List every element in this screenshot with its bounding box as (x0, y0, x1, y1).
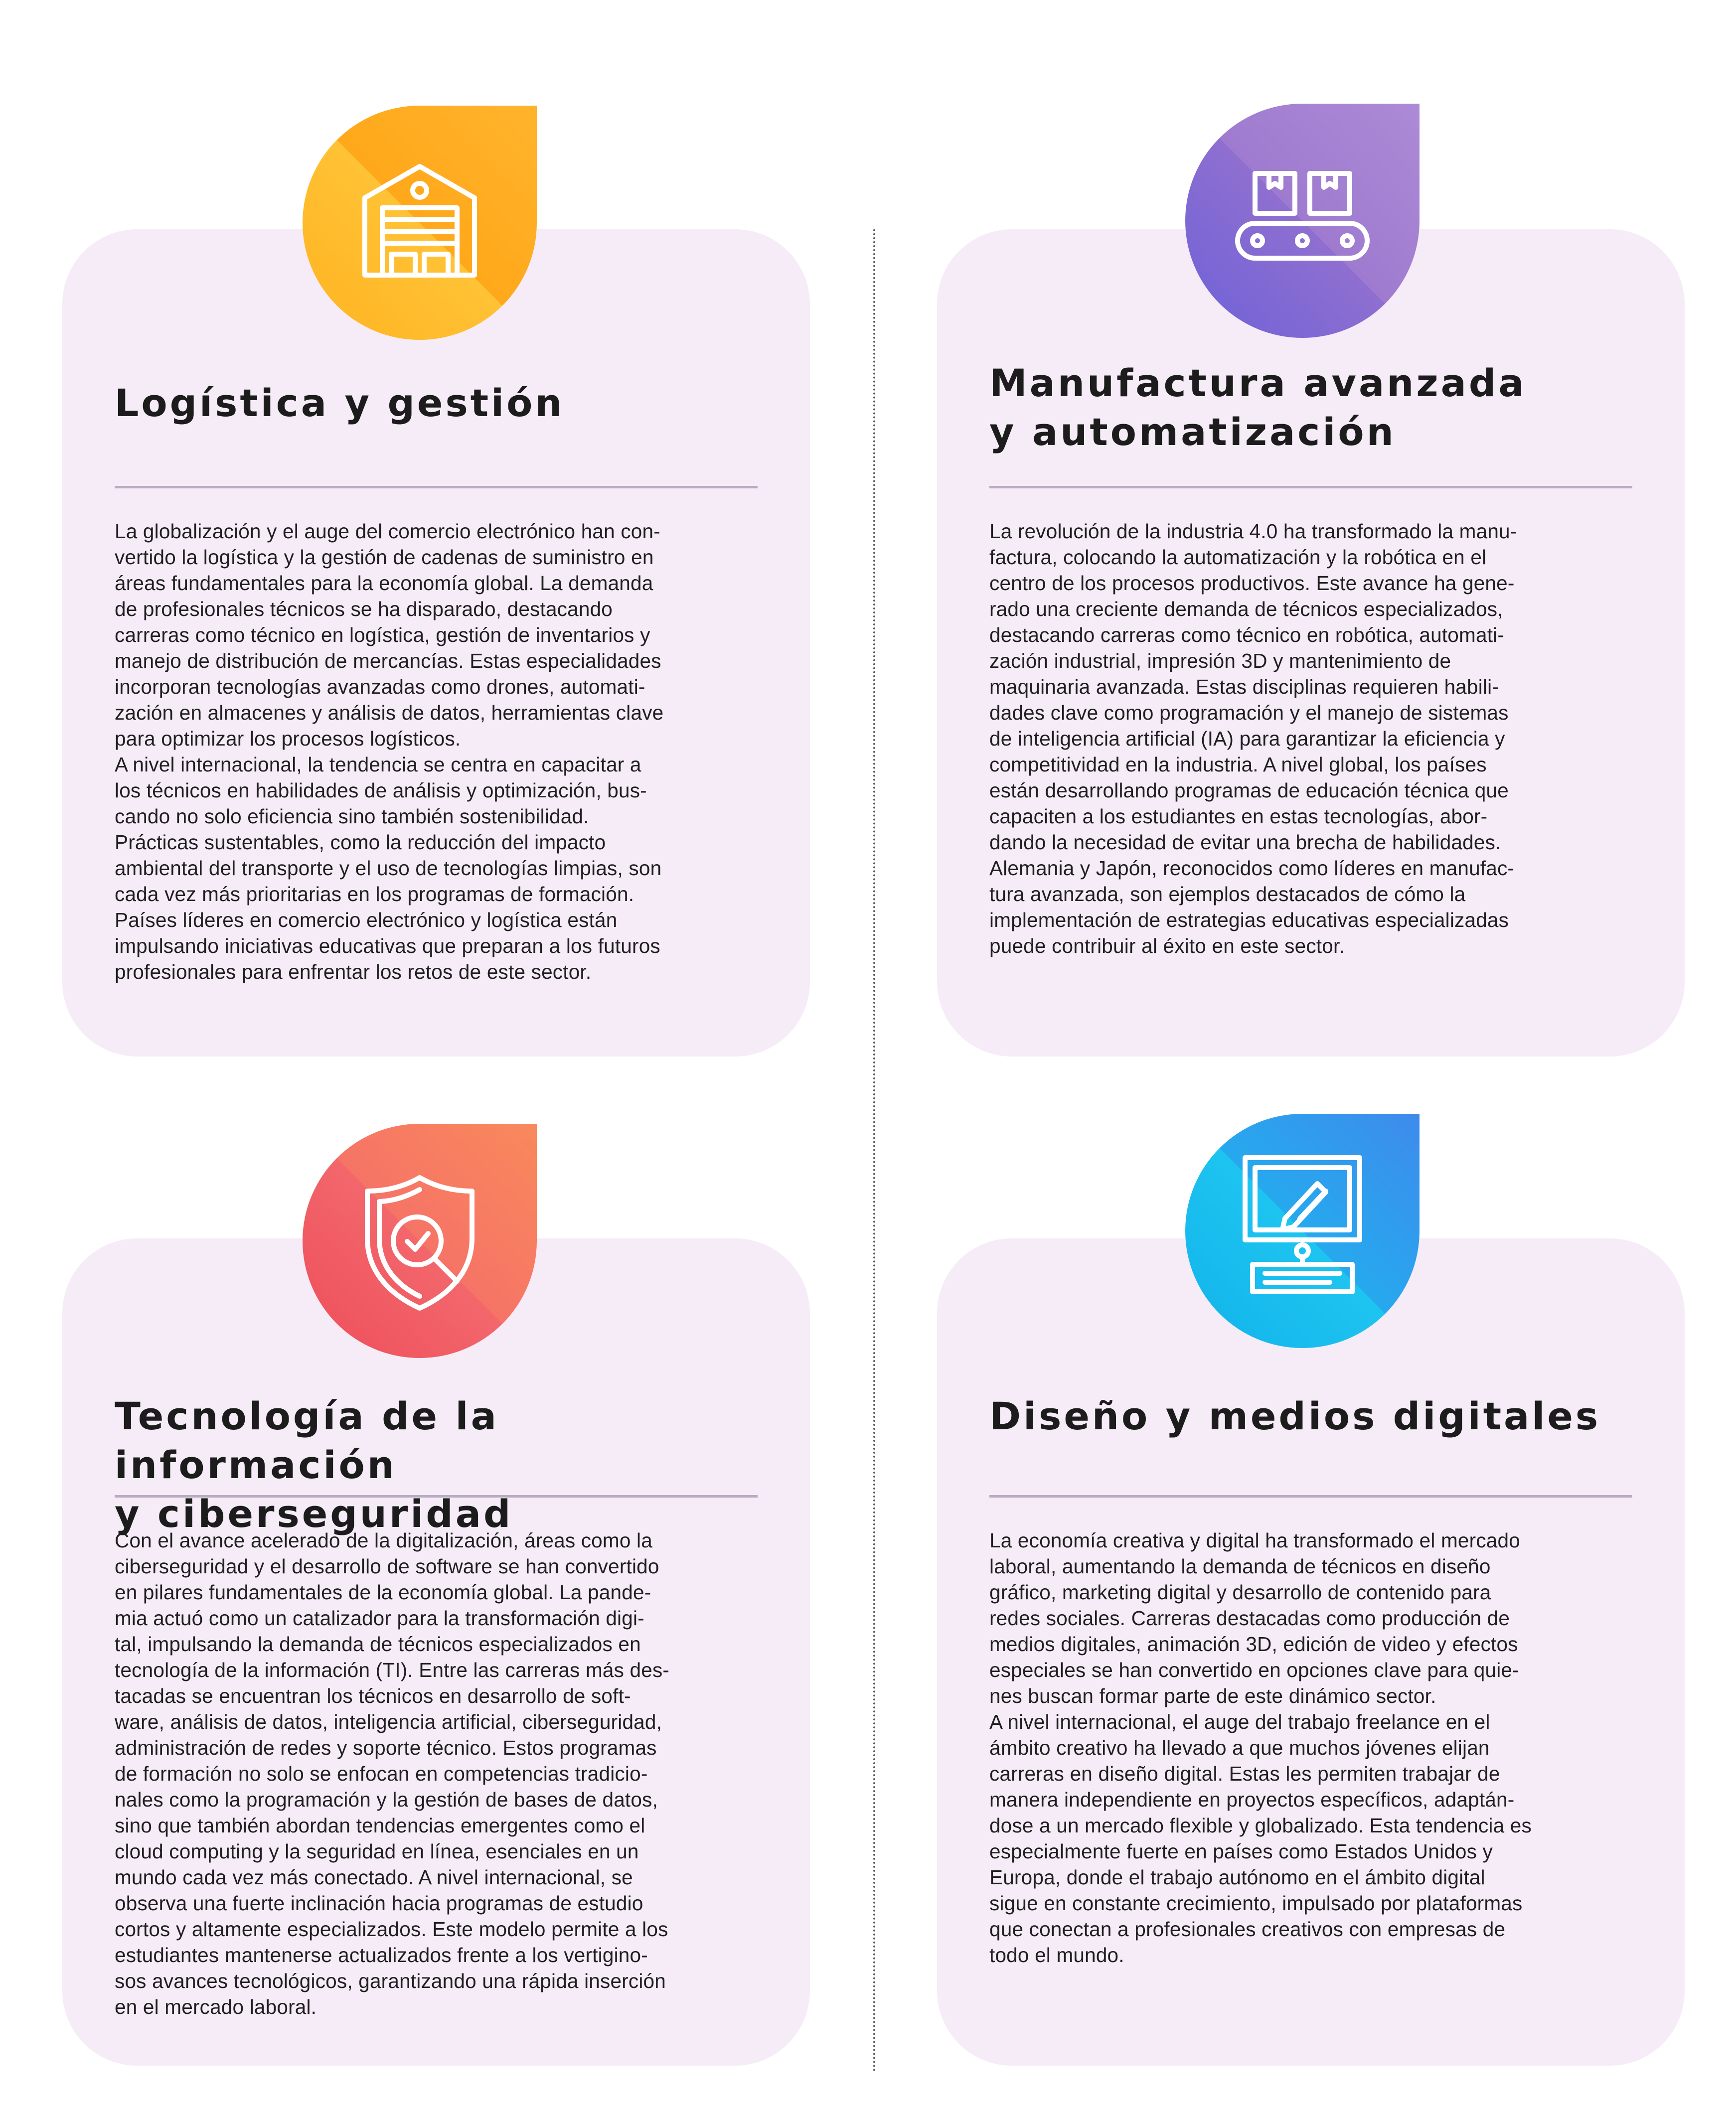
card-title: Logística y gestión (115, 381, 565, 425)
card-logistics (62, 229, 810, 1057)
card-manufacturing (937, 229, 1685, 1057)
card-body: La revolución de la industria 4.0 ha transformado la manu- factura, colocando la automatización y la robótica en el centro de los procesos productivos. Este avance ha gene- rado una creciente demanda de técnicos especializados, destacando carreras como técnico en robótica, automati- zación industrial, impresión 3D y mantenimiento de maquinaria avanzada. Estas disciplinas requieren habili- dades clave como programación y el manejo de sistemas de inteligencia artificial (IA) para garantizar la eficiencia y competitividad en la industria. A nivel global, los países están desarrollando programas de educación técnica que capaciten a los estudiantes en estas tecnologías, abor- dando la necesidad de evitar una brecha de habilidades. Alemania y Japón, reconocidos como líderes en manufac- tura avanzada, son ejemplos destacados de cómo la implementación de estrategias educativas especializadas puede contribuir al éxito en este sector. (989, 520, 1517, 957)
card-body: La economía creativa y digital ha transformado el mercado laboral, aumentando la demanda de técnicos en diseño gráfico, marketing digital y desarrollo de contenido para redes sociales. Carreras destacadas como producción de medios digitales, animación 3D, edición de video y efectos especiales se han convertido en opciones clave para quie- nes buscan formar parte de este dinámico sector. A nivel internacional, el auge del trabajo freelance en el ámbito creativo ha llevado a que muchos jóvenes elijan carreras en diseño digital. Estas les permiten trabajar de manera independiente en proyectos específicos, adaptán- dose a un mercado flexible y globalizado. Esta tendencia es especialmente fuerte en países como Estados Unidos y Europa, donde el trabajo autónomo en el ámbito digital sigue en constante crecimiento, impulsado por plataformas que conectan a profesionales creativos con empresas de todo el mundo. (989, 1529, 1532, 1967)
title-divider (115, 1495, 758, 1498)
warehouse-icon (303, 106, 537, 340)
title-divider (989, 486, 1632, 488)
computer-design-icon (1185, 1114, 1420, 1348)
card-it-security (62, 1238, 810, 2066)
card-body: La globalización y el auge del comercio electrónico han con- vertido la logística y la gestión de cadenas de suministro en áreas fundamentales para la economía global. La demanda de profesionales técnicos se ha disparado, destacando carreras como técnico en logística, gestión de inventarios y manejo de distribución de mercancías. Estas especialidades incorporan tecnologías avanzadas como drones, automati- zación en almacenes y análisis de datos, herramientas clave para optimizar los procesos logísticos. A nivel internacional, la tendencia se centra en capacitar a los técnicos en habilidades de análisis y optimización, bus- cando no solo eficiencia sino también sostenibilidad. Prácticas sustentables, como la reducción del impacto ambiental del transporte y el uso de tecnologías limpias, son cada vez más prioritarias en los programas de formación. Países líderes en comercio electrónico y logística están impulsando iniciativas educativas que preparan a los futuros profesionales para enfrentar los retos de este sector. (115, 520, 664, 983)
card-title: Tecnología de la información y ciberseguridad (115, 1394, 513, 1536)
card-body: Con el avance acelerado de la digitalización, áreas como la ciberseguridad y el desarrollo de software se han convertido en pilares fundamentales de la economía global. La pande- mia actuó como un catalizador para la transformación digi- tal, impulsando la demanda de técnicos especializados en tecnología de la información (TI). Entre las carreras más des- tacadas se encuentran los técnicos en desarrollo de soft- ware, análisis de datos, inteligencia artificial, ciberseguridad, administración de redes y soporte técnico. Estos programas de formación no solo se enfocan en competencias tradicio- nales como la programación y la gestión de bases de datos, sino que también abordan tendencias emergentes como el cloud computing y la seguridad en línea, esenciales en un mundo cada vez más conectado. A nivel internacional, se observa una fuerte inclinación hacia programas de estudio cortos y altamente especializados. Este modelo permite a los estudiantes mantenerse actualizados frente a los vertigino- sos avances tecnológicos, garantizando una rápida inserción en el mercado laboral. (115, 1529, 670, 2018)
card-title: Manufactura avanzada y automatización (989, 361, 1527, 454)
card-title: Diseño y medios digitales (989, 1394, 1601, 1438)
card-digital-design (937, 1238, 1685, 2066)
title-divider (989, 1495, 1632, 1498)
column-divider (873, 229, 875, 2073)
shield-search-icon (303, 1124, 537, 1358)
conveyor-belt-icon (1185, 104, 1420, 338)
title-divider (115, 486, 758, 488)
